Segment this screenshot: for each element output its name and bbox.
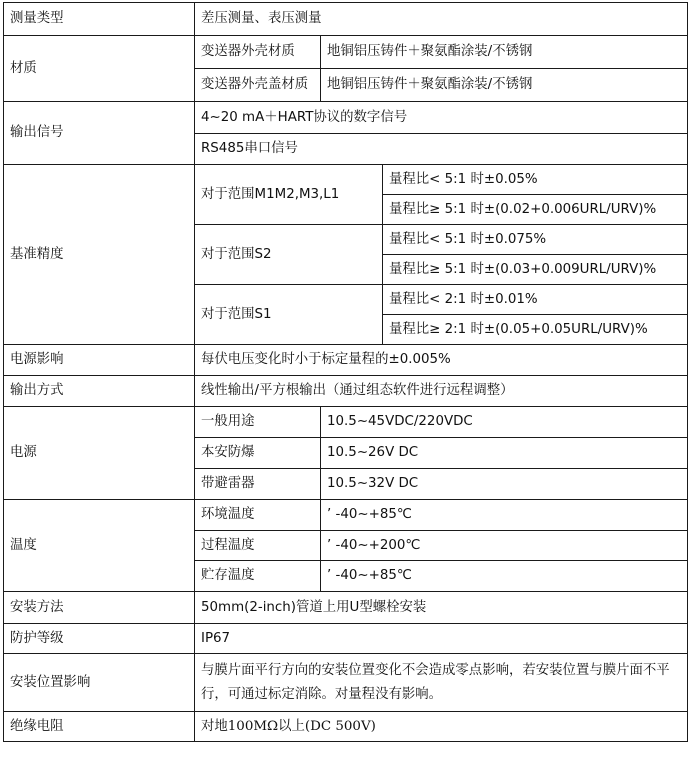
value-output-signal-rs485: RS485串口信号 xyxy=(195,134,688,165)
spec-table xyxy=(3,2,688,742)
row-mounting xyxy=(4,592,688,624)
value-output-mode: 线性输出/平方根输出（通过组态软件进行远程调整） xyxy=(195,376,688,407)
row-measurement-type xyxy=(4,3,688,36)
row-mounting-effect xyxy=(4,654,688,712)
label-power-general: 一般用途 xyxy=(195,407,321,438)
value-range-s2-low: 量程比< 5:1 时±0.075% xyxy=(383,225,688,255)
row-insulation xyxy=(4,712,688,742)
label-range-s1: 对于范围S1 xyxy=(195,285,383,345)
label-measurement-type: 测量类型 xyxy=(4,3,195,36)
value-mounting: 50mm(2-inch)管道上用U型螺栓安装 xyxy=(195,592,688,624)
value-temp-storage: ’ -40~+85℃ xyxy=(321,561,688,592)
value-output-signal-hart: 4~20 mA＋HART协议的数字信号 xyxy=(195,102,688,134)
label-insulation: 绝缘电阻 xyxy=(4,712,195,742)
label-cover-material: 变送器外壳盖材质 xyxy=(195,69,321,102)
label-power-supply: 电源 xyxy=(4,407,195,500)
row-accuracy-m-1 xyxy=(4,165,688,195)
label-power-effect: 电源影响 xyxy=(4,345,195,376)
value-power-effect: 每伏电压变化时小于标定量程的±0.005% xyxy=(195,345,688,376)
label-range-s2: 对于范围S2 xyxy=(195,225,383,285)
value-temp-process: ’ -40~+200℃ xyxy=(321,531,688,561)
value-mounting-effect: 与膜片面平行方向的安装位置变化不会造成零点影响，若安装位置与膜片面不平行，可通过标定消除。对量程没有影响。 xyxy=(195,654,688,712)
label-output-signal: 输出信号 xyxy=(4,102,195,165)
label-temp-process: 过程温度 xyxy=(195,531,321,561)
value-housing-material: 地铜铝压铸件＋聚氨酯涂装/不锈钢 xyxy=(321,36,688,69)
label-power-arrester: 带避雷器 xyxy=(195,469,321,500)
label-protection: 防护等级 xyxy=(4,624,195,654)
value-range-s2-high: 量程比≥ 5:1 时±(0.03+0.009URL/URV)% xyxy=(383,255,688,285)
value-temp-ambient: ’ -40~+85℃ xyxy=(321,500,688,531)
label-accuracy: 基准精度 xyxy=(4,165,195,345)
value-range-m-high: 量程比≥ 5:1 时±(0.02+0.006URL/URV)% xyxy=(383,195,688,225)
value-range-s1-high: 量程比≥ 2:1 时±(0.05+0.05URL/URV)% xyxy=(383,315,688,345)
label-temperature: 温度 xyxy=(4,500,195,592)
row-temp-ambient xyxy=(4,500,688,531)
label-power-intrinsic: 本安防爆 xyxy=(195,438,321,469)
value-range-m-low: 量程比< 5:1 时±0.05% xyxy=(383,165,688,195)
label-mounting-effect: 安装位置影响 xyxy=(4,654,195,712)
value-power-intrinsic: 10.5~26V DC xyxy=(321,438,688,469)
value-insulation: 对地100MΩ以上(DC 500V) xyxy=(195,712,688,742)
label-temp-storage: 贮存温度 xyxy=(195,561,321,592)
label-range-m: 对于范围M1M2,M3,L1 xyxy=(195,165,383,225)
row-power-effect xyxy=(4,345,688,376)
label-material: 材质 xyxy=(4,36,195,102)
value-power-arrester: 10.5~32V DC xyxy=(321,469,688,500)
value-measurement-type: 差压测量、表压测量 xyxy=(195,3,688,36)
value-cover-material: 地铜铝压铸件＋聚氨酯涂装/不锈钢 xyxy=(321,69,688,102)
label-temp-ambient: 环境温度 xyxy=(195,500,321,531)
value-power-general: 10.5~45VDC/220VDC xyxy=(321,407,688,438)
row-material-housing xyxy=(4,36,688,69)
row-output-mode xyxy=(4,376,688,407)
label-housing-material: 变送器外壳材质 xyxy=(195,36,321,69)
value-range-s1-low: 量程比< 2:1 时±0.01% xyxy=(383,285,688,315)
value-protection: IP67 xyxy=(195,624,688,654)
row-output-signal-1 xyxy=(4,102,688,134)
row-power-general xyxy=(4,407,688,438)
label-mounting: 安装方法 xyxy=(4,592,195,624)
label-output-mode: 输出方式 xyxy=(4,376,195,407)
row-protection xyxy=(4,624,688,654)
